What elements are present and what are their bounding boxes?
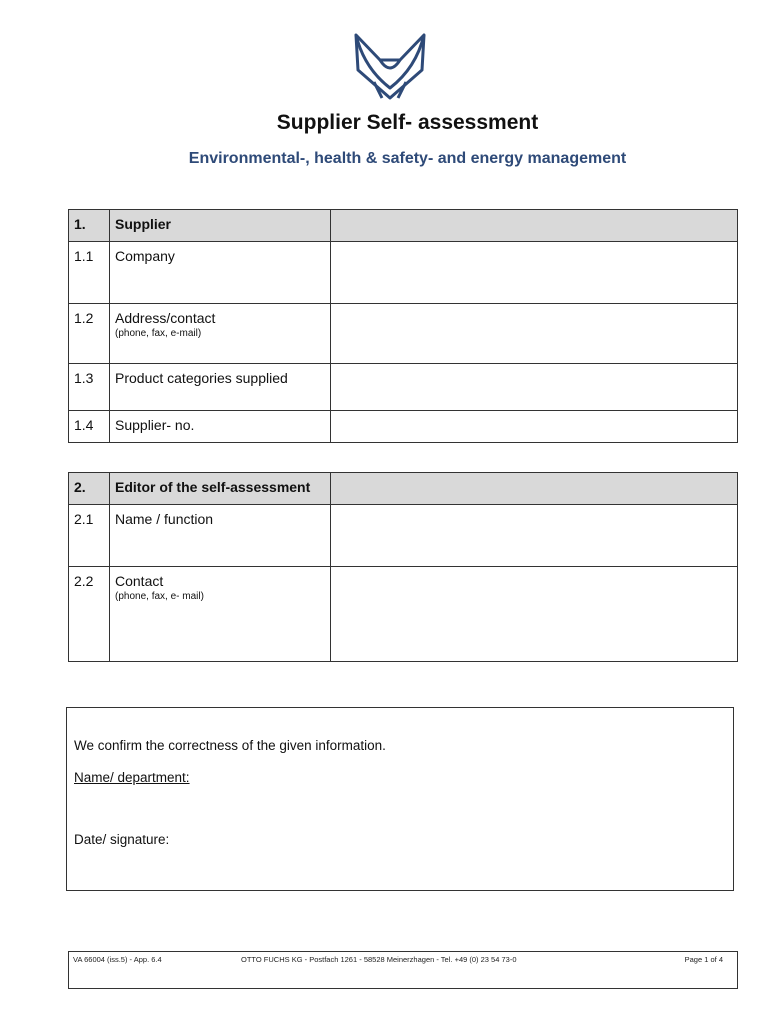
row-label-cell: [110, 304, 331, 364]
row-label: Name / function: [110, 505, 331, 567]
table-row: [69, 304, 738, 364]
page-footer: [68, 951, 738, 989]
section-number: 1.: [69, 210, 110, 242]
name-department-label: Name/ department:: [74, 770, 190, 785]
header-value-cell: [331, 210, 738, 242]
row-number: 1.4: [69, 411, 110, 443]
section-number: 2.: [69, 473, 110, 505]
row-hint: (phone, fax, e-mail): [115, 328, 202, 339]
row-hint: (phone, fax, e- mail): [115, 591, 204, 602]
row-number: 2.1: [69, 505, 110, 567]
table-header-row: [69, 473, 738, 505]
document-title: Supplier Self- assessment: [276, 111, 539, 134]
header-value-cell: [331, 473, 738, 505]
address-value-field[interactable]: [331, 304, 738, 364]
confirmation-box: [66, 707, 734, 891]
supplier-table: [68, 209, 738, 443]
contact-value-field[interactable]: [331, 567, 738, 662]
row-label: Supplier- no.: [110, 411, 331, 443]
row-label: Product categories supplied: [110, 364, 331, 411]
footer-page-number: Page 1 of 4: [684, 955, 723, 964]
section-heading: Editor of the self-assessment: [110, 473, 331, 505]
row-label: Company: [110, 242, 331, 304]
footer-company-address: OTTO FUCHS KG - Postfach 1261 - 58528 Meinerzhagen - Tel. +49 (0) 23 54 73-0: [241, 955, 517, 964]
row-label-cell: [110, 567, 331, 662]
table-row: [69, 364, 738, 411]
date-signature-label: Date/ signature:: [74, 832, 170, 847]
row-label: Contact: [115, 573, 164, 589]
row-number: 1.2: [69, 304, 110, 364]
table-row: [69, 567, 738, 662]
editor-table: [68, 472, 738, 662]
fox-head-logo-icon: [350, 32, 430, 102]
table-row: [69, 242, 738, 304]
table-header-row: [69, 210, 738, 242]
row-number: 1.3: [69, 364, 110, 411]
document-subtitle: Environmental-, health & safety- and energy management: [188, 150, 627, 167]
confirmation-statement: We confirm the correctness of the given information.: [74, 738, 386, 753]
table-row: [69, 411, 738, 443]
row-number: 2.2: [69, 567, 110, 662]
row-number: 1.1: [69, 242, 110, 304]
row-label: Address/contact: [115, 310, 216, 326]
supplier-number-value-field[interactable]: [331, 411, 738, 443]
section-heading: Supplier: [110, 210, 331, 242]
name-function-value-field[interactable]: [331, 505, 738, 567]
table-row: [69, 505, 738, 567]
company-value-field[interactable]: [331, 242, 738, 304]
product-categories-value-field[interactable]: [331, 364, 738, 411]
footer-document-id: VA 66004 (iss.5) - App. 6.4: [73, 955, 162, 964]
